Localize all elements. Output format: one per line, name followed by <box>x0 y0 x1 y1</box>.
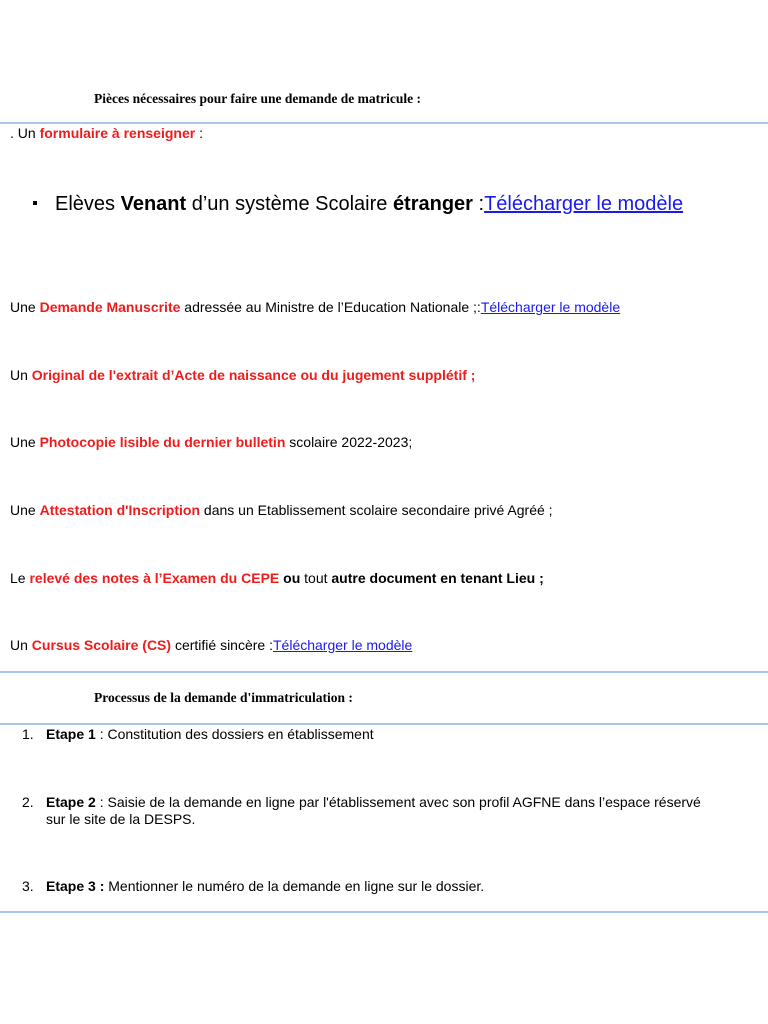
step-label: Etape 2 <box>46 794 96 810</box>
photocopie-bulletin-item <box>10 433 412 451</box>
item-bold: autre document en tenant Lieu ; <box>331 570 544 586</box>
bullet-text: : <box>472 193 485 215</box>
item-prefix: Un <box>10 637 32 653</box>
step-item <box>22 878 484 895</box>
step-item <box>22 726 374 743</box>
item-bold: ou <box>279 570 301 586</box>
intro-highlight: formulaire à renseigner <box>39 125 196 141</box>
step-separator: : <box>95 794 108 810</box>
item-suffix: certifié sincère : <box>171 637 273 653</box>
item-highlight: Attestation d'Inscription <box>39 502 201 518</box>
intro-prefix: . Un <box>10 125 40 141</box>
bullet-text: d’un système Scolaire <box>186 193 393 215</box>
item-highlight: Demande Manuscrite <box>39 299 181 315</box>
bullet-bold: Venant <box>120 193 187 215</box>
section-divider <box>0 911 768 913</box>
item-highlight: Photocopie lisible du dernier bulletin <box>39 434 286 450</box>
item-prefix: Un <box>10 367 32 383</box>
demande-manuscrite-item <box>10 298 620 316</box>
item-suffix: dans un Etablissement scolaire secondaire privé Agréé ; <box>200 502 553 518</box>
item-prefix: Une <box>10 502 40 518</box>
step-label: Etape 1 <box>46 726 96 742</box>
item-highlight: Original de l'extrait d’Acte de naissance ou du jugement supplétif ; <box>31 367 476 383</box>
item-prefix: Le <box>10 570 30 586</box>
intro-suffix: : <box>195 125 203 141</box>
item-suffix: adressée au Ministre de l’Education Nationale ;: <box>180 299 481 315</box>
bullet-bold: étranger <box>392 193 473 215</box>
bullet-icon <box>33 201 37 205</box>
step-number: 1. <box>22 726 34 742</box>
releve-cepe-item <box>10 569 544 587</box>
step-text: Mentionner le numéro de la demande en ligne sur le dossier. <box>108 878 485 894</box>
download-template-link-foreign[interactable]: Télécharger le modèle <box>484 193 684 215</box>
requirements-heading: Pièces nécessaires pour faire une demande de matricule : <box>94 91 421 106</box>
step-text-continued: sur le site de la DESPS. <box>46 811 196 827</box>
intro-line <box>10 124 203 142</box>
bullet-text: Elèves <box>55 193 121 215</box>
acte-naissance-item <box>10 366 475 384</box>
item-prefix: Une <box>10 299 40 315</box>
download-template-link-cursus[interactable]: Télécharger le modèle <box>273 637 413 653</box>
step-number: 3. <box>22 878 34 894</box>
step-number: 2. <box>22 794 34 810</box>
step-text: Saisie de la demande en ligne par l'établissement avec son profil AGFNE dans l’espace réservé <box>107 794 701 810</box>
step-label: Etape 3 : <box>46 878 105 894</box>
download-template-link-demande[interactable]: Télécharger le modèle <box>480 299 621 315</box>
step-separator: : <box>95 726 108 742</box>
foreign-students-bullet <box>33 192 683 216</box>
process-heading: Processus de la demande d'immatriculation : <box>94 690 353 705</box>
cursus-scolaire-item <box>10 636 412 654</box>
attestation-inscription-item <box>10 501 553 519</box>
section-divider <box>0 723 768 725</box>
section-divider <box>0 671 768 673</box>
step-text: Constitution des dossiers en établissement <box>107 726 374 742</box>
item-highlight: relevé des notes à l’Examen du CEPE <box>29 570 280 586</box>
item-suffix: scolaire 2022-2023; <box>285 434 413 450</box>
item-highlight: Cursus Scolaire (CS) <box>31 637 172 653</box>
item-prefix: Une <box>10 434 40 450</box>
step-item <box>22 794 701 828</box>
item-text: tout <box>300 570 332 586</box>
